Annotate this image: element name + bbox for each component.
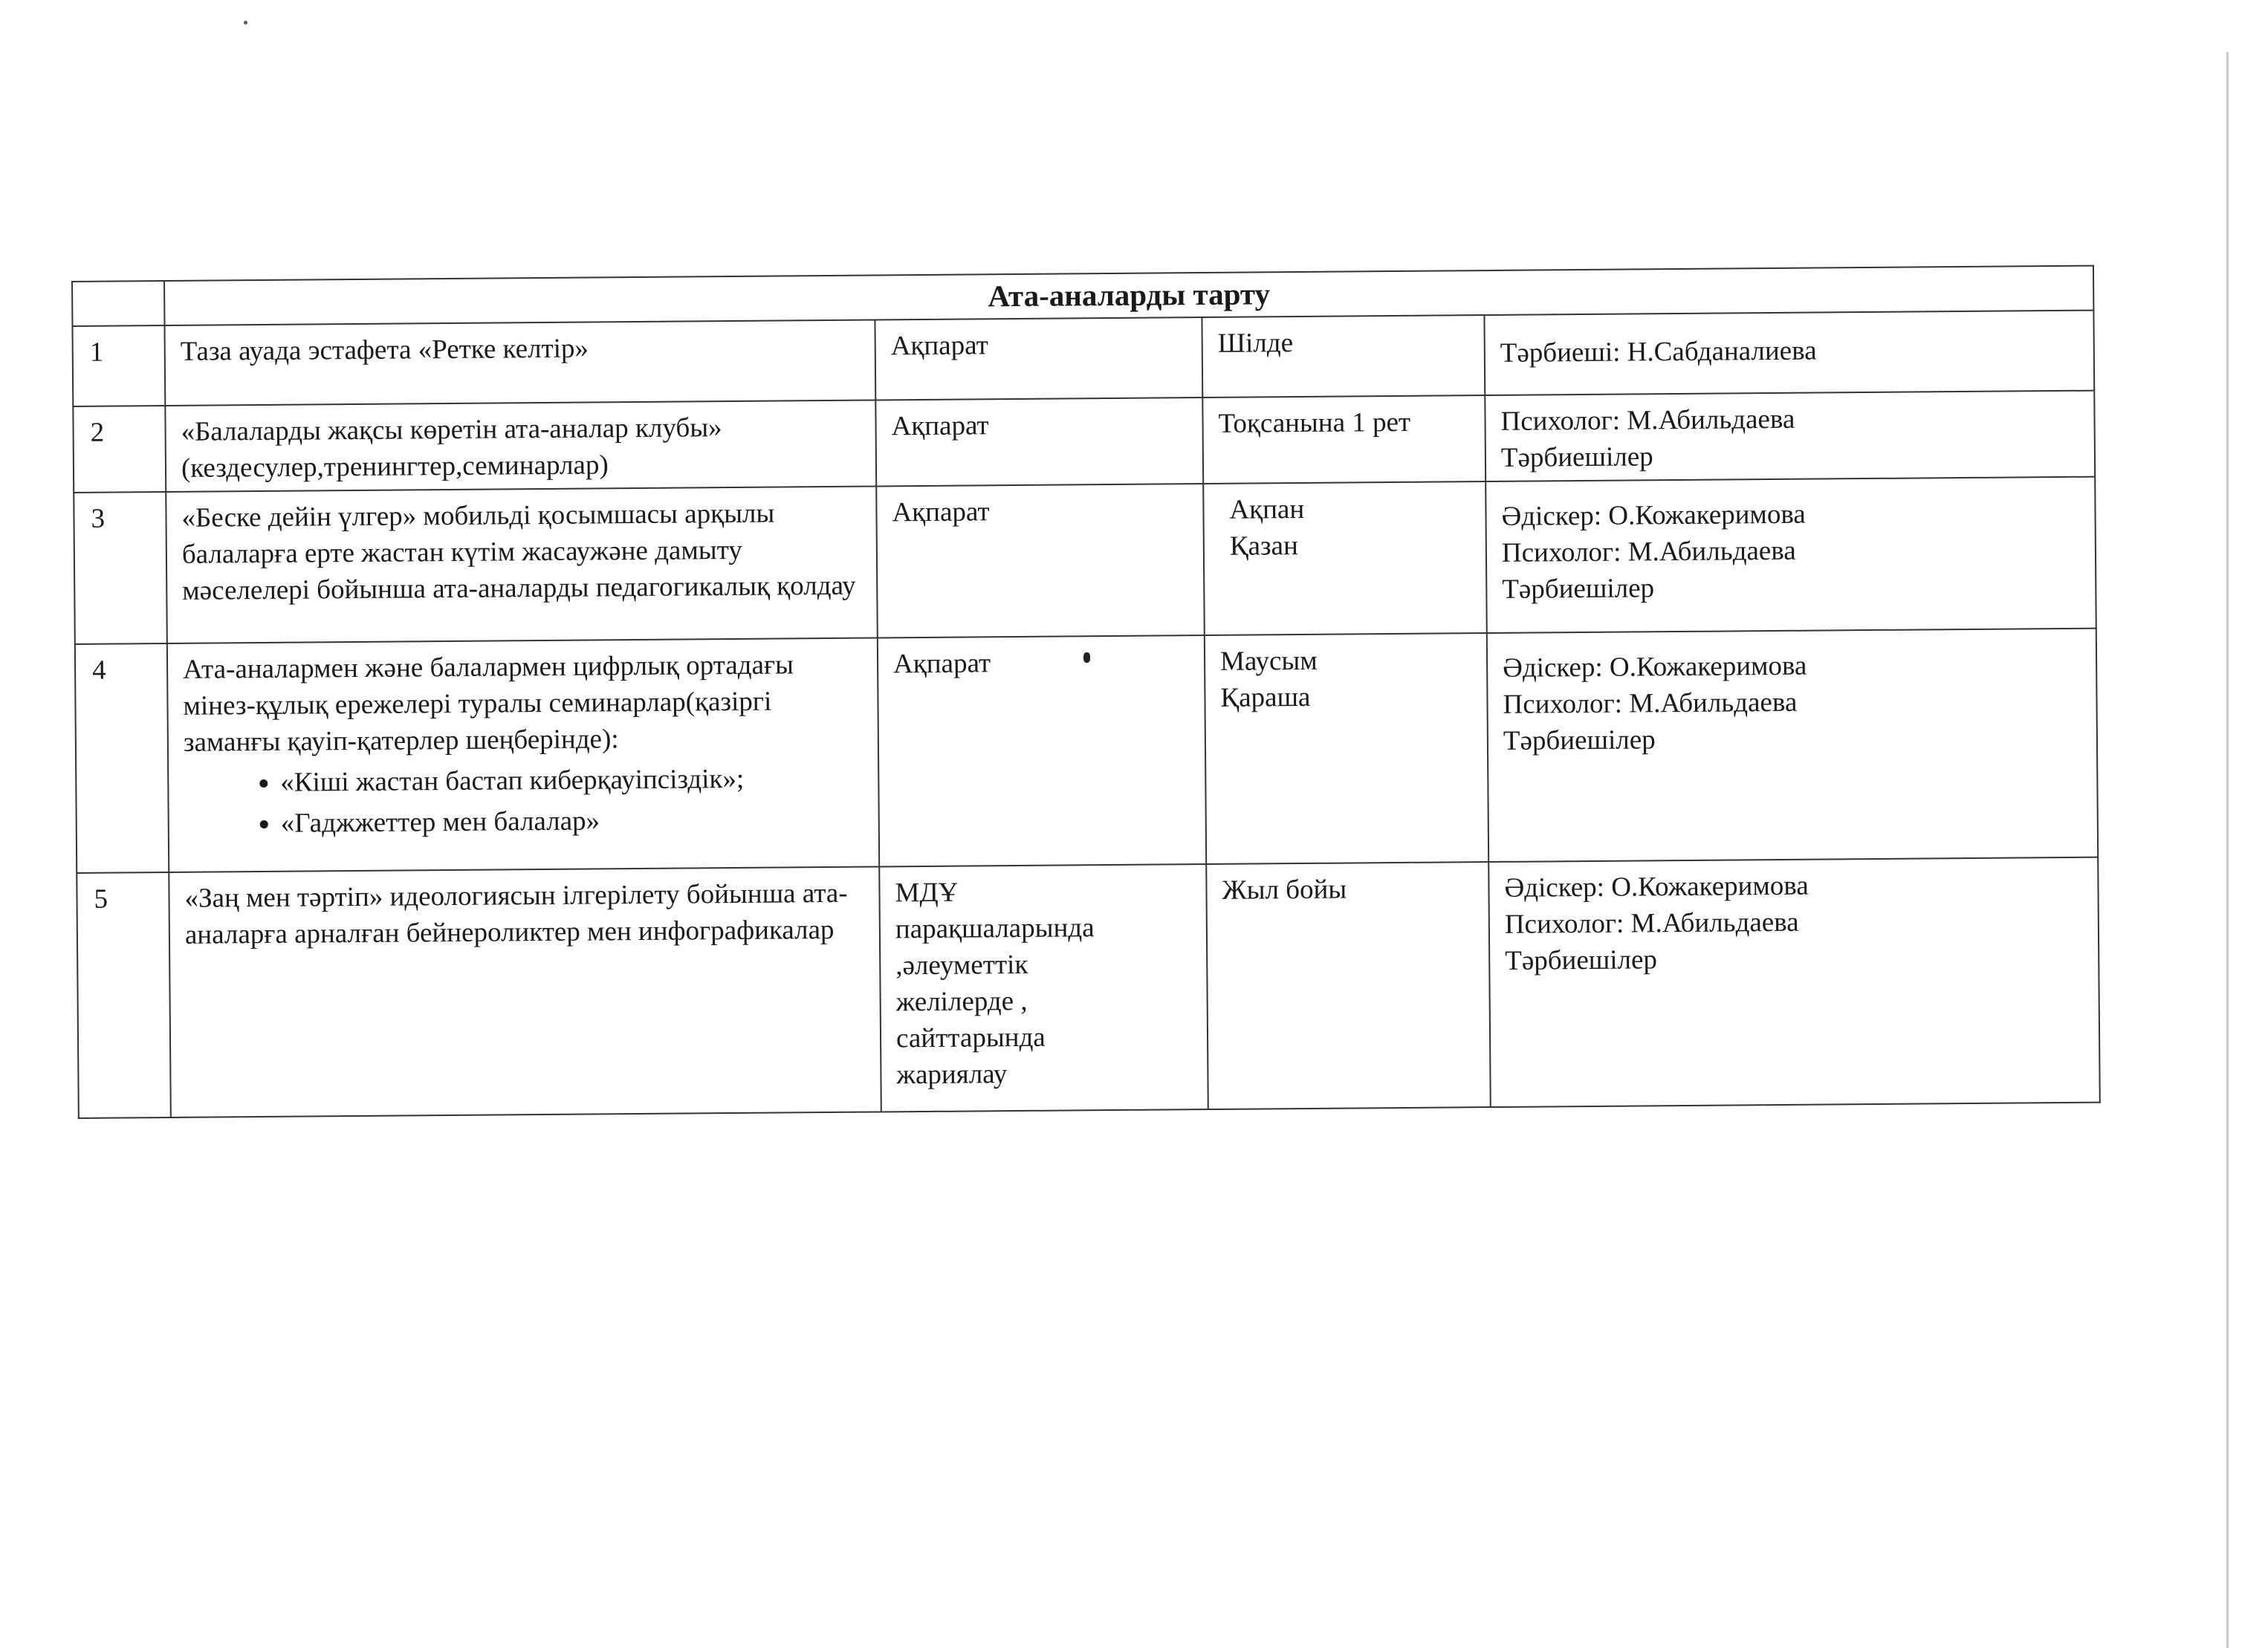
responsible-line: Әдіскер: О.Кожакеримова	[1504, 870, 1809, 904]
event-cell: «Заң мен тәртіп» идеологиясын ілгерілету бойынша ата-аналарға арналған бейнероликтер мен инфографикалар	[169, 866, 881, 1117]
time-line: Шілде	[1217, 328, 1294, 359]
form-line: желілерде ,	[895, 985, 1028, 1018]
responsible-line: Тәрбиешілер	[1503, 724, 1656, 756]
event-cell: «Беске дейін үлгер» мобильді қосымшасы арқылы балаларға ерте жастан күтім жасаужәне дамыту мәселелері бойынша ата-аналарды педагогикалық қолдау	[166, 487, 878, 644]
scan-page-edge	[2226, 52, 2229, 1648]
form-cell: Ақпарат	[875, 398, 1203, 486]
row-number: 4	[75, 643, 169, 873]
title-empty-cell	[72, 281, 164, 326]
time-line: Жыл бойы	[1222, 874, 1347, 906]
event-cell: Таза ауада эстафета «Ретке келтір»	[164, 320, 875, 406]
form-cell: Ақпарат	[875, 317, 1202, 400]
responsible-line: Психолог: М.Абильдаева	[1500, 403, 1795, 437]
table-row	[72, 311, 2094, 406]
time-cell	[1202, 395, 1485, 484]
event-text: Ата-аналармен және балалармен цифрлық ортадағы мінез-құлық ережелері туралы семинарлар(қазіргі заманғы қауіп-қатерлер шеңберінде):	[182, 649, 794, 758]
responsible-line: Психолог: М.Абильдаева	[1503, 687, 1798, 720]
list-item: • «Гаджжеттер мен балалар»	[281, 801, 864, 842]
responsible-line: Тәрбиешілер	[1500, 441, 1653, 473]
table-row	[77, 857, 2100, 1118]
form-line: парақшаларында	[895, 912, 1095, 945]
responsible-line: Әдіскер: О.Кожакеримова	[1501, 499, 1806, 532]
table-row	[75, 629, 2098, 873]
responsible-cell	[1485, 477, 2096, 633]
responsible-cell	[1487, 629, 2098, 862]
row-number: 2	[73, 406, 166, 493]
responsible-cell	[1488, 857, 2100, 1107]
event-bullet-list	[184, 760, 864, 843]
activities-table	[71, 265, 2101, 1119]
time-line: Тоқсанына 1 рет	[1218, 406, 1411, 439]
section-title: Ата-аналарды тарту	[164, 266, 2093, 325]
time-line: Қараша	[1220, 681, 1311, 713]
time-line: Маусым	[1219, 645, 1318, 677]
responsible-line: Тәрбиешілер	[1502, 573, 1655, 605]
responsible-line: Психолог: М.Абильдаева	[1501, 535, 1796, 568]
list-item: • «Кіші жастан бастап киберқауіпсіздік»;	[280, 760, 863, 801]
event-cell: «Балаларды жақсы көретін ата-аналар клубы» (кездесулер,тренингтер,семинарлар)	[165, 400, 876, 493]
form-line: ,әлеуметтік	[895, 949, 1028, 982]
time-cell	[1205, 633, 1488, 864]
event-cell	[167, 638, 879, 872]
row-number: 3	[74, 492, 167, 644]
time-line: Қазан	[1229, 531, 1298, 562]
responsible-line: Психолог: М.Абильдаева	[1504, 906, 1799, 940]
responsible-line: Тәрбиеші: Н.Сабданалиева	[1500, 335, 1817, 369]
responsible-cell	[1485, 391, 2095, 481]
time-line: Ақпан	[1229, 493, 1305, 525]
row-number: 5	[77, 872, 171, 1118]
time-cell	[1206, 862, 1491, 1109]
time-cell	[1203, 481, 1487, 635]
row-number: 1	[72, 325, 165, 406]
table-row	[74, 477, 2096, 644]
table-row	[73, 391, 2095, 493]
time-cell	[1202, 315, 1485, 398]
form-line: сайттарында	[895, 1022, 1046, 1054]
form-line: МДҰ	[895, 877, 959, 909]
form-cell: Ақпарат	[876, 484, 1205, 638]
form-cell: Ақпарат	[878, 635, 1206, 866]
responsible-cell	[1484, 311, 2094, 395]
form-line: жариялау	[896, 1059, 1008, 1091]
responsible-line: Әдіскер: О.Кожакеримова	[1502, 650, 1807, 684]
responsible-line: Тәрбиешілер	[1505, 944, 1658, 976]
scan-speck	[244, 21, 247, 25]
form-cell	[879, 864, 1208, 1112]
